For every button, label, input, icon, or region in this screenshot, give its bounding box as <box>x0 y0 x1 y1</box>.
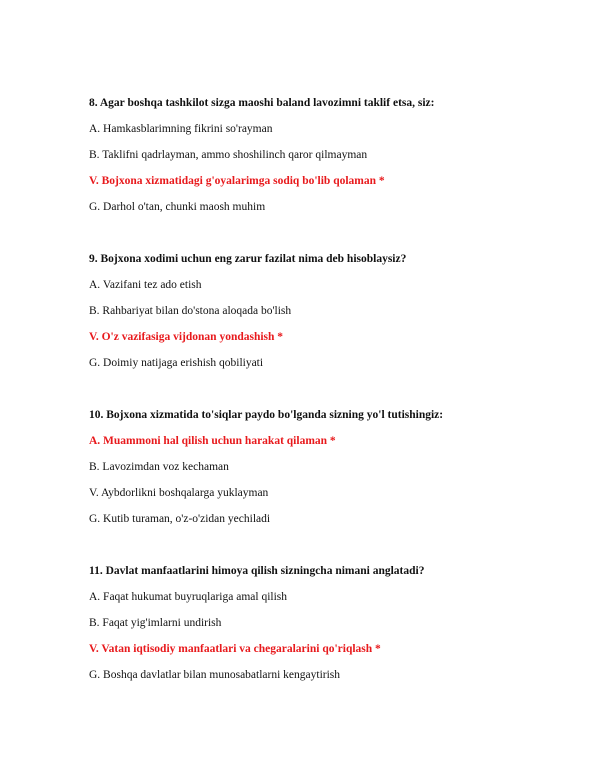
option-g: G. Darhol o'tan, chunki maosh muhim <box>89 201 266 213</box>
question-title: 9. Bojxona xodimi uchun eng zarur fazilat nima deb hisoblaysiz? <box>89 253 407 265</box>
option-a: A. Faqat hukumat buyruqlariga amal qilish <box>89 591 288 603</box>
option-v-correct: V. O'z vazifasiga vijdonan yondashish * <box>89 331 284 343</box>
option-g: G. Kutib turaman, o'z-o'zidan yechiladi <box>89 513 271 525</box>
option-v-correct: V. Bojxona xizmatidagi g'oyalarimga sodiq bo'lib qolaman * <box>89 175 385 187</box>
question-8 <box>89 96 579 213</box>
question-10 <box>89 408 579 525</box>
question-title: 8. Agar boshqa tashkilot sizga maoshi baland lavozimni taklif etsa, siz: <box>89 97 435 109</box>
question-title: 10. Bojxona xizmatida to'siqlar paydo bo'lganda sizning yo'l tutishingiz: <box>89 409 444 421</box>
option-b: B. Rahbariyat bilan do'stona aloqada bo'lish <box>89 305 292 317</box>
option-b: B. Lavozimdan voz kechaman <box>89 461 229 473</box>
option-b: B. Faqat yig'imlarni undirish <box>89 617 222 629</box>
question-11 <box>89 564 579 681</box>
question-title: 11. Davlat manfaatlarini himoya qilish sizningcha nimani anglatadi? <box>89 565 425 577</box>
option-a: A. Vazifani tez ado etish <box>89 279 202 291</box>
option-g: G. Doimiy natijaga erishish qobiliyati <box>89 357 264 369</box>
option-v-correct: V. Vatan iqtisodiy manfaatlari va chegaralarini qo'riqlash * <box>89 643 381 655</box>
option-v: V. Aybdorlikni boshqalarga yuklayman <box>89 487 269 499</box>
option-g: G. Boshqa davlatlar bilan munosabatlarni kengaytirish <box>89 669 341 681</box>
option-a: A. Hamkasblarimning fikrini so'rayman <box>89 123 273 135</box>
option-a-correct: A. Muammoni hal qilish uchun harakat qilaman * <box>89 435 336 447</box>
question-9 <box>89 252 579 369</box>
option-b: B. Taklifni qadrlayman, ammo shoshilinch qaror qilmayman <box>89 149 368 161</box>
